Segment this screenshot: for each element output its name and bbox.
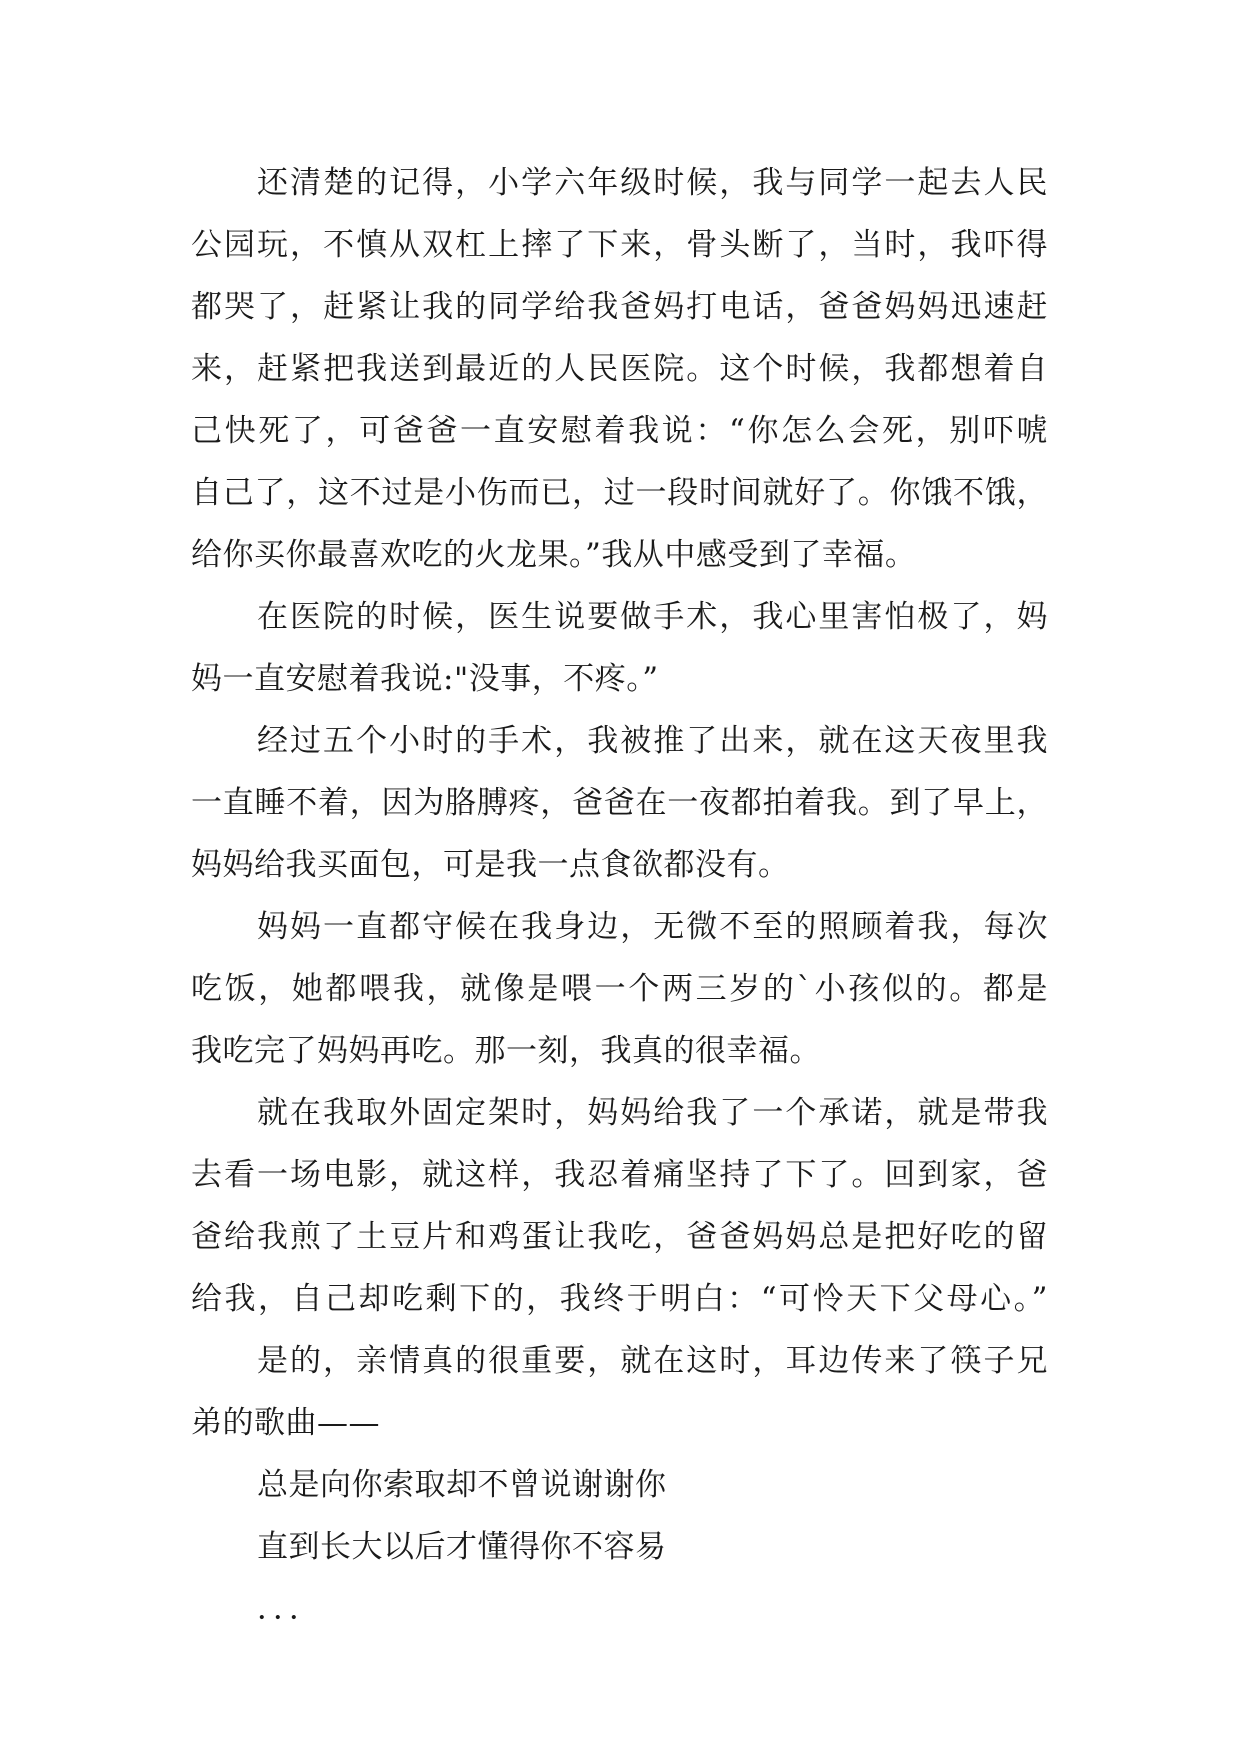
paragraph-1-line-4: 来，赶紧把我送到最近的人民医院。这个时候，我都想着自	[191, 351, 1048, 387]
paragraph-4-line-1: 妈妈一直都守候在我身边，无微不至的照顾着我，每次	[257, 909, 1048, 945]
ellipsis-line: ．．．	[257, 1591, 321, 1627]
lyric-line-1: 总是向你索取却不曾说谢谢你	[257, 1467, 667, 1503]
paragraph-1-line-2: 公园玩，不慎从双杠上摔了下来，骨头断了，当时，我吓得	[191, 227, 1048, 263]
paragraph-3-line-3: 妈妈给我买面包，可是我一点食欲都没有。	[191, 847, 790, 883]
paragraph-1-line-6: 自己了，这不过是小伤而已，过一段时间就好了。你饿不饿，	[191, 475, 1048, 511]
paragraph-5-line-3: 爸给我煎了土豆片和鸡蛋让我吃，爸爸妈妈总是把好吃的留	[191, 1219, 1048, 1255]
paragraph-4-line-2: 吃饭，她都喂我，就像是喂一个两三岁的`小孩似的。都是	[191, 971, 1048, 1007]
paragraph-2-line-1: 在医院的时候，医生说要做手术，我心里害怕极了，妈	[257, 599, 1048, 635]
paragraph-5-line-4: 给我，自己却吃剩下的，我终于明白：“可怜天下父母心。”	[191, 1281, 1048, 1317]
paragraph-2-line-2: 妈一直安慰着我说:"没事，不疼。”	[191, 661, 659, 697]
paragraph-5-line-1: 就在我取外固定架时，妈妈给我了一个承诺，就是带我	[257, 1095, 1048, 1131]
paragraph-3-line-1: 经过五个小时的手术，我被推了出来，就在这天夜里我	[257, 723, 1048, 759]
paragraph-3-line-2: 一直睡不着，因为胳膊疼，爸爸在一夜都拍着我。到了早上，	[191, 785, 1048, 821]
lyric-line-2: 直到长大以后才懂得你不容易	[257, 1529, 667, 1565]
paragraph-1-line-5: 己快死了，可爸爸一直安慰着我说：“你怎么会死，别吓唬	[191, 413, 1048, 449]
paragraph-6-line-2: 弟的歌曲——	[191, 1405, 380, 1441]
paragraph-4-line-3: 我吃完了妈妈再吃。那一刻，我真的很幸福。	[191, 1033, 821, 1069]
paragraph-1-line-3: 都哭了，赶紧让我的同学给我爸妈打电话，爸爸妈妈迅速赶	[191, 289, 1048, 325]
paragraph-5-line-2: 去看一场电影，就这样，我忍着痛坚持了下了。回到家，爸	[191, 1157, 1048, 1193]
paragraph-6-line-1: 是的，亲情真的很重要，就在这时，耳边传来了筷子兄	[257, 1343, 1048, 1379]
paragraph-1-line-7: 给你买你最喜欢吃的火龙果。”我从中感受到了幸福。	[191, 537, 917, 573]
paragraph-1-line-1: 还清楚的记得，小学六年级时候，我与同学一起去人民	[257, 165, 1048, 201]
